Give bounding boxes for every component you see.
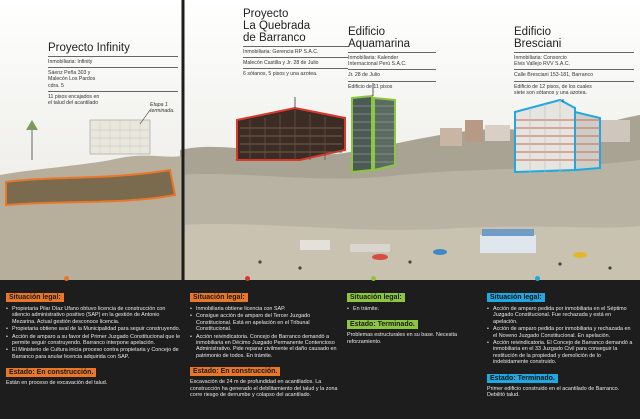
marker-bresciani — [535, 276, 540, 281]
list-item: • Acción reivindicatoria. Concejo de Barranco demandó a inmobiliaria en Décimo Juzgado Permanente Contencioso Administrativo. Pide reparar civilmente el daño causado en patrimonio de todos. En trámite. — [190, 334, 340, 360]
marker-infinity — [64, 276, 69, 281]
status-badge: Estado: En construcción. — [6, 368, 96, 377]
list-item: • Propietaria obtiene aval de la Municipalidad para seguir construyendo. — [6, 326, 182, 332]
status-description: Están en proceso de excavación del talud. — [6, 380, 108, 387]
project-infinity-company: Inmobiliaria: Infinity — [48, 59, 93, 65]
project-aquamarina: Edificio Aquamarina Inmobiliaria: Kalender Internacional Perú S.A.C. Jr. 28 de Julio Edificio de 11 pisos — [348, 26, 436, 90]
list-item: • Consigue acción de amparo del Tercer Juzgado Constitucional. Está en apelación en el Tribunal Constitucional. — [190, 313, 340, 332]
status-badge: Estado: Terminado. — [487, 374, 558, 383]
status-description: Excavación de 24 m de profundidad en acantilados. La construcción ha generado el debilitamiento del talud y la zona corre riesgo de derrumbe y colapso del acantilado. — [190, 379, 338, 399]
list-item: • Acción de amparo pedida por inmobiliaria en el Séptimo Juzgado Constitucional. Fue rechazada y está en apelación. — [487, 306, 635, 325]
project-infinity-title: Proyecto Infinity — [48, 42, 130, 54]
legal-bresciani — [487, 286, 635, 398]
project-quebrada: Proyecto La Quebrada de Barranco Inmobiliaria: Gerencia RP S.A.C. Malecón Castilla y Jr. 28 de Julio 6 sótanos, 5 pisos y una azotea. — [243, 8, 348, 78]
list-item: • Propietaria Pilar Díaz Ufano obtuvo licencia de construcción con silencio administrativo positivo (SAP) en la gestión de Antonio Mezarina. Actual gestión desconoce licencia. — [6, 306, 182, 325]
legal-infinity — [6, 286, 182, 387]
status-description: Primer edificio construido en el acantilado de Barranco. Debilitó talud. — [487, 385, 620, 399]
infinity-callout: Etapa 1 terminada. — [150, 102, 175, 115]
list-item: • Acción de amparo pedida por inmobiliaria y rechazada en el Noveno Juzgado Constitucional. En apelación. — [487, 326, 635, 339]
list-item: • Acción de amparo a su favor del Primer Juzgado Constitucional que le permite seguir construyendo. Barranco interpone apelación. — [6, 334, 182, 347]
marker-aquamarina — [371, 276, 376, 281]
list-item: • En trámite. — [347, 306, 469, 312]
list-item: • Acción reivindicatoria. El Concejo de Barranco demandó a inmobiliaria en el 33 Juzgado Civil para conseguir la restitución de la propiedad y demolición de lo indebidamente construido. — [487, 340, 635, 366]
legal-aquamarina — [347, 286, 469, 345]
list-item: • Inmobiliaria obtiene licencia con SAP. — [190, 306, 340, 312]
legal-quebrada — [190, 286, 340, 398]
status-badge: Estado: Terminado. — [347, 320, 418, 329]
project-bresciani: Edificio Bresciani Inmobiliaria: Consorcio Elvis Vallejo RVV S.A.C. Calle Bresciani 153-181, Barranco Edificio de 12 pisos, de los cuales siete son sótanos y una azotea. — [514, 26, 634, 96]
marker-quebrada — [245, 276, 250, 281]
legal-heading: Situación legal: — [6, 293, 64, 302]
list-item: • El Ministerio de Cultura inicia proceso contra propietaria y Concejo de Barranco para anular licencia adquirida con SAP. — [6, 347, 182, 360]
status-badge: Estado: En construcción. — [190, 367, 280, 376]
legal-heading: Situación legal: — [487, 293, 545, 302]
status-description: Problemas estructurales en su base. Necesita reforzamiento. — [347, 332, 457, 345]
project-infinity: Proyecto Infinity Inmobiliaria: Infinity Sáenz Peña 303 y Malecón Los Pardos cdra. 5 11 pisos encajados en el talud del acantilado — [48, 42, 178, 106]
legal-heading: Situación legal: — [190, 293, 248, 302]
legal-heading: Situación legal: — [347, 293, 405, 302]
